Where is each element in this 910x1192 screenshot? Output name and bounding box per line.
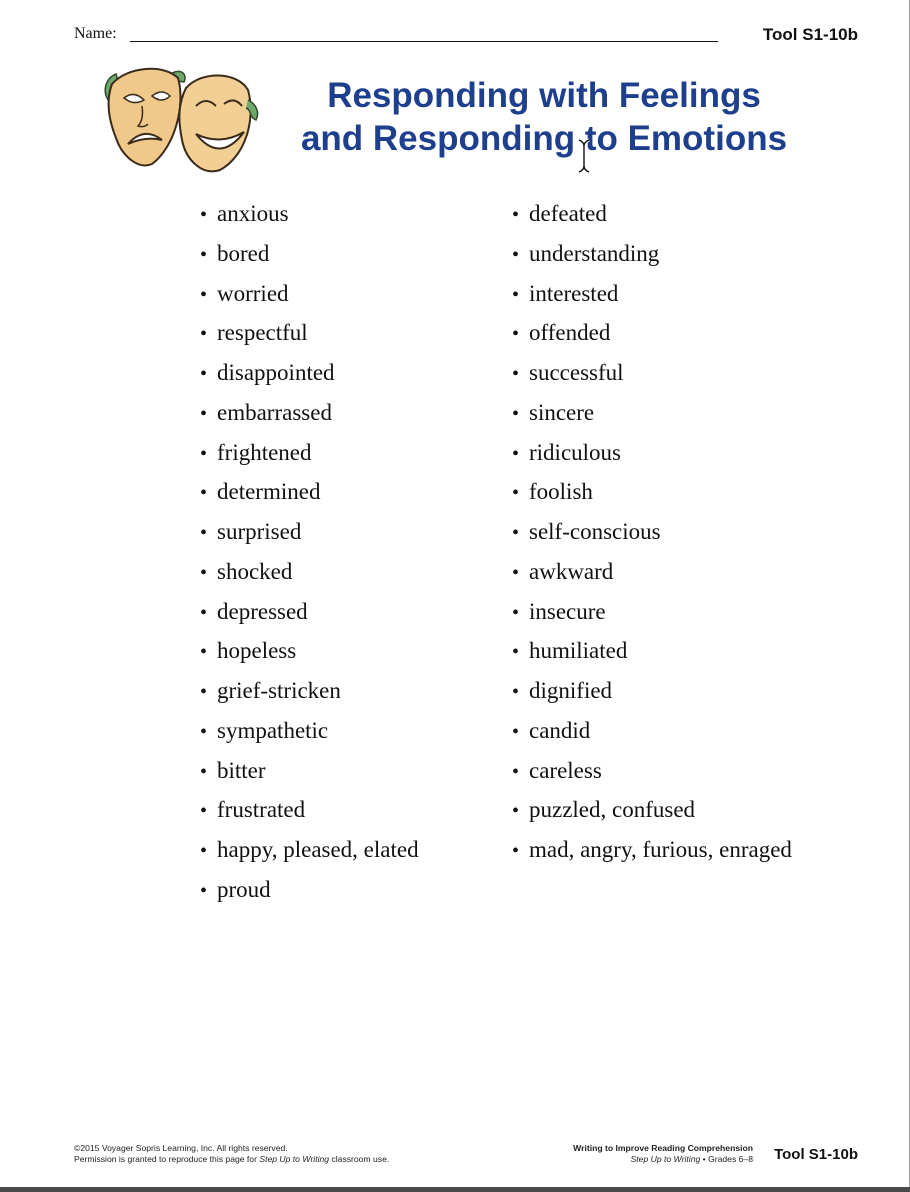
bullet-icon: • [200, 243, 208, 266]
bullet-icon: • [512, 243, 520, 266]
bullet-icon: • [200, 363, 208, 385]
list-item [200, 476, 419, 516]
permission-line: Permission is granted to reproduce this page for Step Up to Writing classroom use. [74, 1154, 390, 1164]
word-text: surprised [217, 519, 302, 544]
bullet-icon: • [200, 561, 208, 584]
bullet-icon: • [512, 283, 520, 306]
word-text: bored [217, 240, 270, 266]
bullet-icon: • [200, 681, 208, 703]
list-item [200, 278, 419, 318]
bullet-icon: • [512, 800, 520, 823]
list-item [512, 596, 792, 636]
text-cursor-icon [577, 138, 591, 174]
list-item [512, 476, 792, 516]
word-text: candid [529, 717, 591, 743]
bullet-icon: • [512, 681, 520, 703]
word-text: frustrated [217, 797, 306, 823]
word-text: sincere [529, 399, 595, 425]
list-item [200, 874, 419, 914]
bullet-icon: • [512, 482, 520, 505]
bullet-icon: • [200, 283, 208, 306]
bullet-icon: • [200, 840, 208, 862]
word-text: anxious [217, 201, 289, 226]
word-text: offended [529, 320, 611, 346]
list-item [512, 198, 792, 238]
footer-tool-id: Tool S1-10b [774, 1146, 858, 1163]
word-text: interested [529, 280, 619, 306]
word-text: mad, angry, furious, enraged [529, 837, 792, 862]
word-text: proud [217, 876, 271, 902]
word-text: foolish [529, 479, 593, 505]
word-text: ridiculous [529, 439, 621, 465]
bullet-icon: • [512, 760, 520, 783]
bullet-icon: • [512, 522, 520, 544]
list-item [200, 317, 419, 357]
word-text: careless [529, 757, 602, 783]
word-text: shocked [217, 558, 293, 584]
bottom-bar [0, 1187, 910, 1192]
list-item [512, 238, 792, 278]
list-item [200, 675, 419, 715]
list-item [512, 397, 792, 437]
bullet-icon: • [200, 760, 208, 783]
bullet-icon: • [512, 561, 520, 584]
bullet-icon: • [200, 800, 208, 823]
word-list-right [512, 198, 792, 874]
list-item [200, 834, 419, 874]
name-field[interactable] [130, 41, 718, 42]
list-item [512, 794, 792, 834]
bullet-icon: • [512, 402, 520, 425]
word-text: sympathetic [217, 717, 329, 743]
word-text: puzzled, confused [529, 797, 696, 823]
list-item [200, 397, 419, 437]
word-text: disappointed [217, 360, 335, 385]
bullet-icon: • [512, 323, 520, 346]
word-text: determined [217, 479, 321, 505]
bullet-icon: • [200, 601, 208, 624]
list-item [200, 755, 419, 795]
page-title [230, 74, 858, 160]
list-item [512, 635, 792, 675]
copyright-notice [74, 1143, 389, 1165]
bullet-icon: • [200, 482, 208, 505]
word-text: frightened [217, 439, 312, 465]
list-item [512, 834, 792, 874]
list-item [512, 516, 792, 556]
word-text: humiliated [529, 638, 628, 664]
tool-id: Tool S1-10b [762, 25, 858, 44]
list-item [512, 715, 792, 755]
bullet-icon: • [200, 879, 208, 902]
bullet-icon: • [512, 641, 520, 664]
word-text: depressed [217, 598, 308, 624]
list-item [200, 357, 419, 397]
list-item [200, 238, 419, 278]
book-credit [573, 1143, 753, 1165]
copyright-line: ©2015 Voyager Sopris Learning, Inc. All rights reserved. [74, 1143, 288, 1153]
word-text: happy, pleased, elated [217, 837, 419, 862]
list-item [512, 675, 792, 715]
bullet-icon: • [512, 442, 520, 465]
word-text: self-conscious [529, 519, 661, 544]
list-item [512, 278, 792, 318]
list-item [200, 635, 419, 675]
list-item [200, 198, 419, 238]
word-list-left [200, 198, 419, 914]
bullet-icon: • [512, 720, 520, 743]
bullet-icon: • [200, 204, 208, 226]
list-item [512, 357, 792, 397]
title-line-1: Responding with Feelings [327, 76, 761, 115]
word-text: grief-stricken [217, 678, 341, 703]
word-text: dignified [529, 678, 613, 703]
bullet-icon: • [512, 204, 520, 226]
list-item [512, 437, 792, 477]
list-item [200, 516, 419, 556]
bullet-icon: • [200, 641, 208, 664]
title-line-2: and Responding to Emotions [300, 119, 788, 158]
bullet-icon: • [512, 840, 520, 862]
bullet-icon: • [200, 720, 208, 743]
word-text: defeated [529, 201, 607, 226]
word-text: understanding [529, 240, 660, 266]
word-text: bitter [217, 757, 266, 783]
list-item [512, 317, 792, 357]
word-text: embarrassed [217, 399, 332, 425]
list-item [512, 755, 792, 795]
word-text: awkward [529, 558, 614, 584]
bullet-icon: • [200, 402, 208, 425]
word-text: successful [529, 360, 624, 385]
list-item [200, 437, 419, 477]
book-title: Writing to Improve Reading Comprehension [573, 1143, 753, 1153]
word-text: hopeless [217, 638, 297, 664]
word-text: insecure [529, 598, 606, 624]
bullet-icon: • [200, 522, 208, 544]
bullet-icon: • [512, 363, 520, 385]
list-item [200, 556, 419, 596]
bullet-icon: • [200, 442, 208, 465]
word-text: respectful [217, 320, 308, 346]
list-item [200, 596, 419, 636]
bullet-icon: • [512, 601, 520, 624]
name-label: Name: [74, 25, 117, 42]
list-item [200, 794, 419, 834]
word-text: worried [217, 280, 289, 306]
series-line: Step Up to Writing • Grades 6–8 [630, 1154, 753, 1164]
list-item [512, 556, 792, 596]
bullet-icon: • [200, 323, 208, 346]
list-item [200, 715, 419, 755]
